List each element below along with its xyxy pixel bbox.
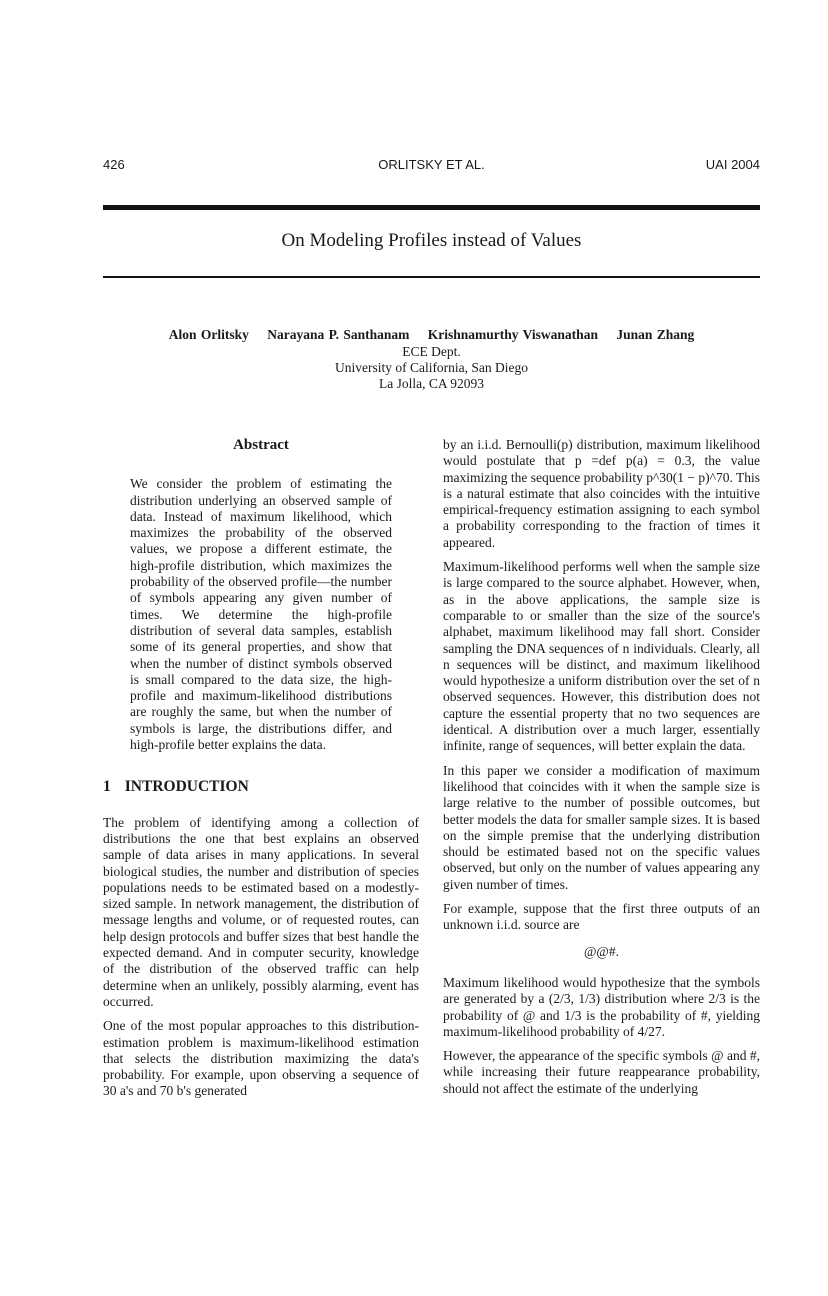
section-number: 1 bbox=[103, 778, 111, 796]
body-paragraph: In this paper we consider a modification of maximum likelihood that coincides with it when the sample size is large relative to the number of possible outcomes, but better models the data for smaller sample sizes. It is based on the simple premise that the underlying distribution should be estimated based not on the specific values observed, but only on the number of values appearing any given number of times. bbox=[443, 762, 760, 892]
running-head bbox=[103, 157, 760, 175]
body-paragraph: Maximum likelihood would hypothesize that the symbols are generated by a (2/3, 1/3) distribution where 2/3 is the probability of @ and 1/3 is the probability of #, yielding maximum-likelihood probability of 4/27. bbox=[443, 974, 760, 1039]
title-rule-top bbox=[103, 205, 760, 210]
author-list bbox=[103, 327, 760, 343]
author-name: Narayana P. Santhanam bbox=[267, 327, 410, 342]
display-equation: @@#. bbox=[584, 943, 619, 959]
body-paragraph: However, the appearance of the specific symbols @ and #, while increasing their future reappearance probability, should not affect the estimate of the underlying bbox=[443, 1048, 760, 1096]
affiliation-university: University of California, San Diego bbox=[334, 360, 529, 375]
right-column bbox=[443, 437, 760, 1105]
affiliation-address: La Jolla, CA 92093 bbox=[379, 376, 484, 391]
body-paragraph: For example, suppose that the first three outputs of an unknown i.i.d. source are bbox=[443, 901, 760, 933]
section-heading bbox=[103, 779, 419, 795]
author-name: Alon Orlitsky bbox=[168, 327, 249, 342]
left-column bbox=[103, 437, 419, 1108]
running-title: ORLITSKY ET AL. bbox=[378, 157, 485, 172]
title-rule-bottom bbox=[103, 276, 760, 278]
body-paragraph: by an i.i.d. Bernoulli(p) distribution, maximum likelihood would postulate that p =def p(a) = 0.3, the value maximizing the sequence probability p^30(1 − p)^70. This is a natural estimate that also coincides with the intuitive empirical-frequency estimation assigning to each symbol a probability corresponding to the fraction of times it appeared. bbox=[443, 437, 760, 550]
affiliation-dept: ECE Dept. bbox=[402, 344, 461, 359]
abstract-heading: Abstract bbox=[233, 437, 289, 453]
page-number: 426 bbox=[103, 157, 125, 172]
body-paragraph: Maximum-likelihood performs well when the sample size is large compared to the source alphabet. However, when, as in the above applications, the sample size is comparable to or smaller than the size of the source's alphabet, maximum likelihood may fall short. Consider sampling the DNA sequences of n individuals. Clearly, all n sequences will be distinct, and maximum likelihood would hypothesize a uniform distribution over the set of n observed sequences. However, this distribution does not capture the essential property that no two sequences are identical. A distribution over a much larger, essentially infinite, range of sequences, will better explain the data. bbox=[443, 559, 760, 754]
section-title: INTRODUCTION bbox=[124, 778, 249, 796]
author-name: Krishnamurthy Viswanathan bbox=[427, 327, 598, 342]
abstract-body: We consider the problem of estimating the distribution underlying an observed sample of data. Instead of maximum likelihood, which maximizes the probability of the observed values, we propose a different estimate, the high-profile distribution, which maximizes the probability of the observed profile—the number of symbols appearing any given number of times. We determine the high-profile distribution of several data samples, establish some of its general properties, and show that when the number of distinct symbols observed is small compared to the data size, the high-profile and maximum-likelihood distributions are roughly the same, but when the number of symbols is large, the distributions differ, and high-profile better explains the data. bbox=[130, 476, 392, 753]
body-paragraph: The problem of identifying among a collection of distributions the one that best explains an observed sample of data arises in many applications. In several biological studies, the number and distribution of species populations needs to be estimated based on a modestly-sized sample. In network management, the distribution of message lengths and volume, or of requested routes, can help design protocols and buffer sizes that best handle the expected demand. And in computer security, knowledge of the distribution of the observed traffic can help determine when an unlikely, possibly alarming, event has occurred. bbox=[103, 814, 419, 1009]
body-paragraph: One of the most popular approaches to this distribution-estimation problem is maximum-likelihood estimation that selects the distribution maximizing the data's probability. For example, upon observing a sequence of 30 a's and 70 b's generated bbox=[103, 1018, 419, 1099]
venue-label: UAI 2004 bbox=[705, 157, 760, 172]
paper-title: On Modeling Profiles instead of Values bbox=[281, 230, 582, 251]
author-name: Junan Zhang bbox=[616, 327, 695, 342]
